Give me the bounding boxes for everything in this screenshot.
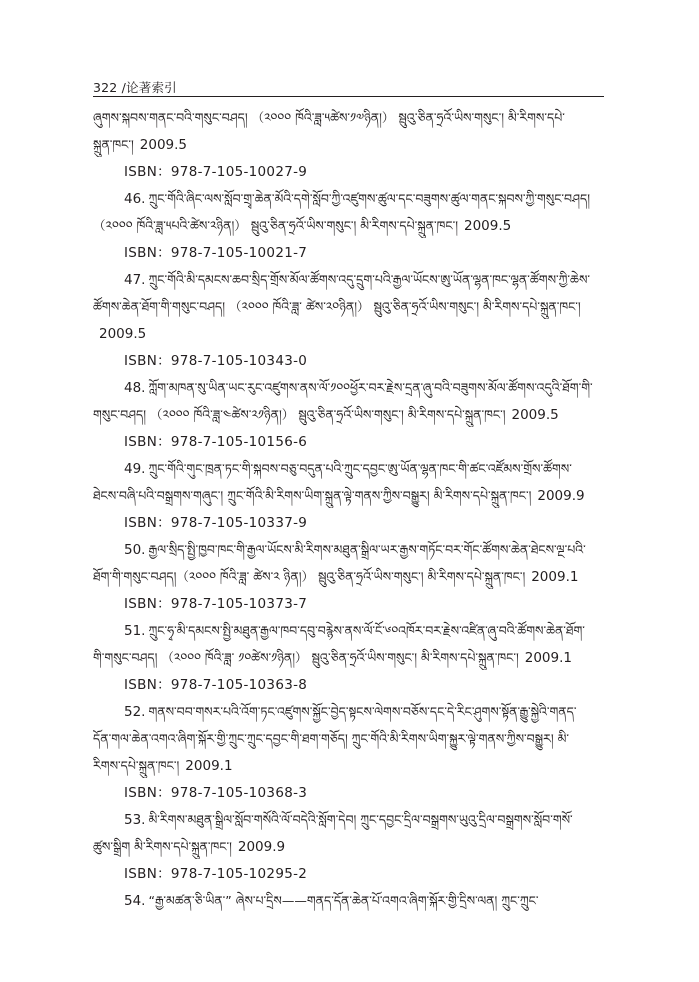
entry-line — [93, 297, 604, 319]
isbn-line — [124, 162, 604, 184]
entry-line — [124, 702, 604, 724]
entry-line — [124, 891, 604, 913]
entry-line — [93, 135, 604, 157]
isbn-text: ISBN：978-7-105-10363-8 — [124, 677, 308, 693]
publication-date: 2009.9 — [537, 488, 585, 504]
entry-text: ཞུགས་སྐབས་གནང་བའི་གསུང་བཤད། （༢༠༠༠ ཁོའི་ཟླ་༥ཚེས་༡༧ཉིན།） སྦུའུ་ཅིན་ཧྲའོ་ཡིས་གསུང་། མི་རིགས་དཔེ་ — [93, 110, 565, 125]
entry-number: 52. — [124, 704, 146, 720]
entry-line — [124, 810, 604, 832]
entry-line — [93, 756, 604, 778]
isbn-text: ISBN：978-7-105-10156-6 — [124, 434, 308, 450]
entry-text: དོན་གལ་ཆེན་འགའ་ཞིག་སྐོར་གྱི་ཀྲུང་ཀྲུང་དབྱང་གི་ཐག་གཅོད། ཀྲུང་གོའི་མི་རིགས་ཡིག་སྐྱུར་ལྟེ་གནས་ཀྱིས་བསྒྱུར། མི་ — [93, 731, 570, 746]
publication-date: 2009.5 — [463, 218, 512, 234]
entry-text: （༢༠༠༠ ཁོའི་ཟླ་༥པའི་ཚེས་༢ཉིན།） སྦུའུ་ཅིན་ཧྲའོ་ཡིས་གསུང་། མི་རིགས་དཔེ་སྐྲུན་ཁང་། — [93, 218, 458, 233]
entry-line — [93, 216, 604, 238]
entry-number: 48. — [124, 380, 146, 396]
entry-number: 51. — [124, 623, 146, 639]
isbn-line — [124, 864, 604, 886]
entry-text: ཀྲུང་གོའི་མི་དམངས་ཆབ་སྲིད་གྲོས་མོལ་ཚོགས་འདུ་དྲུག་པའི་རྒྱལ་ཡོངས་ཨུ་ཡོན་ལྷན་ཁང་ལྷན་ཚོགས་ཀྱི་ཆེས་ — [148, 272, 591, 287]
isbn-text: ISBN：978-7-105-10295-2 — [124, 866, 308, 882]
isbn-line — [124, 594, 604, 616]
entry-text: ཐེངས་བཞི་པའི་བསྒྲགས་གཞུང་། ཀྲུང་གོའི་མི་རིགས་ཡིག་སྐྲུན་ལྟེ་གནས་ཀྱིས་བསྒྱུར། མི་རིགས་དཔེ་སྐྲུན་ཁང་། — [93, 488, 532, 503]
entry-text: ཀྲུང་གོའི་གུང་ཁྲན་ཏང་གི་སྐབས་བཅུ་བདུན་པའི་ཀྲུང་དབྱང་ཨུ་ཡོན་ལྷན་ཁང་གི་ཚང་འཛོམས་གྲོས་ཚོགས་ — [148, 461, 572, 476]
entry-number: 50. — [124, 542, 146, 558]
isbn-text: ISBN：978-7-105-10021-7 — [124, 245, 308, 261]
entry-number: 49. — [124, 461, 146, 477]
entry-line — [93, 648, 604, 670]
isbn-line — [124, 675, 604, 697]
isbn-text: ISBN：978-7-105-10373-7 — [124, 596, 308, 612]
header-rule — [93, 96, 604, 97]
isbn-text: ISBN：978-7-105-10337-9 — [124, 515, 308, 531]
publication-date: 2009.1 — [185, 758, 233, 774]
entry-line — [124, 459, 604, 481]
entry-line — [124, 621, 604, 643]
entry-text: གི་གསུང་བཤད། （༢༠༠༠ ཁོའི་ཟླ་ ༡༠ཚེས་༡ཉིན།） སྦུའུ་ཅིན་ཧྲའོ་ཡིས་གསུང་། མི་རིགས་དཔེ་སྐྲུན་ཁང་། — [93, 650, 519, 665]
entry-line — [124, 189, 604, 211]
entry-text: ཚོགས་ཆེན་ཐོག་གི་གསུང་བཤད། （༢༠༠༠ ཁོའི་ཟླ་ ཚེས་༢༠ཉིན།） སྦུའུ་ཅིན་ཧྲའོ་ཡིས་གསུང་། མི་རིགས་དཔེ་སྐྲུན་ཁང་། — [93, 299, 581, 314]
page-header: 322 /论著索引 — [93, 80, 177, 95]
entry-text: རིགས་དཔེ་སྐྲུན་ཁང་། — [93, 758, 180, 773]
publication-date: 2009.5 — [511, 407, 559, 423]
entry-text: གསུང་བཤད། （༢༠༠༠ ཁོའི་ཟླ་༤ཚེས་༢༡ཉིན།） སྦུའུ་ཅིན་ཧྲའོ་ཡིས་གསུང་། མི་རིགས་དཔེ་སྐྲུན་ཁང་། — [93, 407, 506, 422]
publication-date: 2009.1 — [531, 569, 579, 585]
isbn-line — [124, 432, 604, 454]
entry-line — [124, 540, 604, 562]
isbn-line — [124, 513, 604, 535]
entry-text: གནས་བབ་གསར་པའི་འོག་ཏང་འཛུགས་སྐྱོང་བྱེད་སྟངས་ལེགས་བཅོས་དང་དེ་རིང་ཤུགས་སྟོན་རྒྱུ་སྐྱེའི་གནད་ — [148, 704, 577, 719]
entry-text: ཀྲུང་གོའི་ཞིང་ལས་སློབ་གྲྭ་ཆེན་མོའི་དགེ་སློབ་ཀྱི་འཛུགས་ཚུལ་དང་བཟུགས་ཚུལ་གནང་སྐབས་ཀྱི་གསུང་བཤད། — [148, 191, 590, 206]
entry-text: “རྒྱ་མཚན་ཅི་ཡིན་” ཞེས་པ་དྲིས——གནད་དོན་ཆེན་པོ་འགའ་ཞིག་སྐོར་གྱི་དྲིས་ལན། ཀྲུང་ཀྲུང་ — [148, 893, 539, 908]
entry-line — [124, 378, 604, 400]
isbn-line — [124, 783, 604, 805]
entry-number: 54. — [124, 893, 146, 909]
entry-text: ཚུས་སྒྲིག མི་རིགས་དཔེ་སྐྲུན་ཁང་། — [93, 839, 232, 854]
entry-text: ཀྲུང་ཧྭ་མི་དམངས་སྤྱི་མཐུན་རྒྱལ་ཁབ་དབུ་བརྙེས་ནས་ལོ་ངོ་༦༠འཁོར་བར་རྗེས་འཛིན་ཞུ་བའི་ཚོགས་ཆེན་ཐོག་ — [148, 623, 585, 638]
entry-number: 46. — [124, 191, 146, 207]
entry-line — [93, 405, 604, 427]
entry-number: 53. — [124, 812, 146, 828]
entry-line — [93, 486, 604, 508]
entry-text: ཀློག་མཁན་སུ་ཡིན་ཡང་རུང་འཛུགས་ནས་ལོ་༡༠༠ཕྱོར་བར་རྗེས་དྲན་ཞུ་བའི་བཟུགས་མོལ་ཚོགས་འདུའི་ཐོག་གི་ — [148, 380, 593, 395]
entry-text: མི་རིགས་མཐུན་སྒྲིལ་སློབ་གསོའི་ལོ་བདེའི་སློག་དེབ། ཀྲུང་དབྱང་དྲིལ་བསྒྲགས་ཡུའུ་དྲིལ་བསྒྲགས་སློབ་གསོ་ — [148, 812, 573, 827]
entry-text: རྒྱལ་སྲིད་སྤྱི་ཁྱབ་ཁང་གི་རྒྱལ་ཡོངས་མི་རིགས་མཐུན་སྒྲིལ་ཡར་རྒྱས་གཏོང་བར་གོང་ཚོགས་ཆེན་ཐེངས་ལྔ་པའི་ — [148, 542, 586, 557]
isbn-line — [124, 351, 604, 373]
isbn-line — [124, 243, 604, 265]
entry-line — [124, 270, 604, 292]
entry-number: 47. — [124, 272, 146, 288]
isbn-text: ISBN：978-7-105-10368-3 — [124, 785, 308, 801]
isbn-text: ISBN：978-7-105-10343-0 — [124, 353, 308, 369]
publication-date: 2009.5 — [139, 137, 188, 153]
entry-line — [93, 324, 604, 346]
entry-line — [93, 567, 604, 589]
isbn-text: ISBN：978-7-105-10027-9 — [124, 164, 308, 180]
entry-text: ཐོག་གི་གསུང་བཤད།（༢༠༠༠ ཁོའི་ཟླ་ ཚེས་༢ ཉིན།） སྦུའུ་ཅིན་ཧྲའོ་ཡིས་གསུང་། མི་རིགས་དཔེ་སྐྲུན་ཁང་། — [93, 569, 526, 584]
entry-text: སྐྲུན་ཁང་། — [93, 137, 134, 152]
entry-line — [93, 837, 604, 859]
publication-date: 2009.1 — [524, 650, 572, 666]
entry-line — [93, 108, 604, 130]
entry-line — [93, 729, 604, 751]
publication-date: 2009.5 — [99, 326, 147, 342]
publication-date: 2009.9 — [237, 839, 286, 855]
